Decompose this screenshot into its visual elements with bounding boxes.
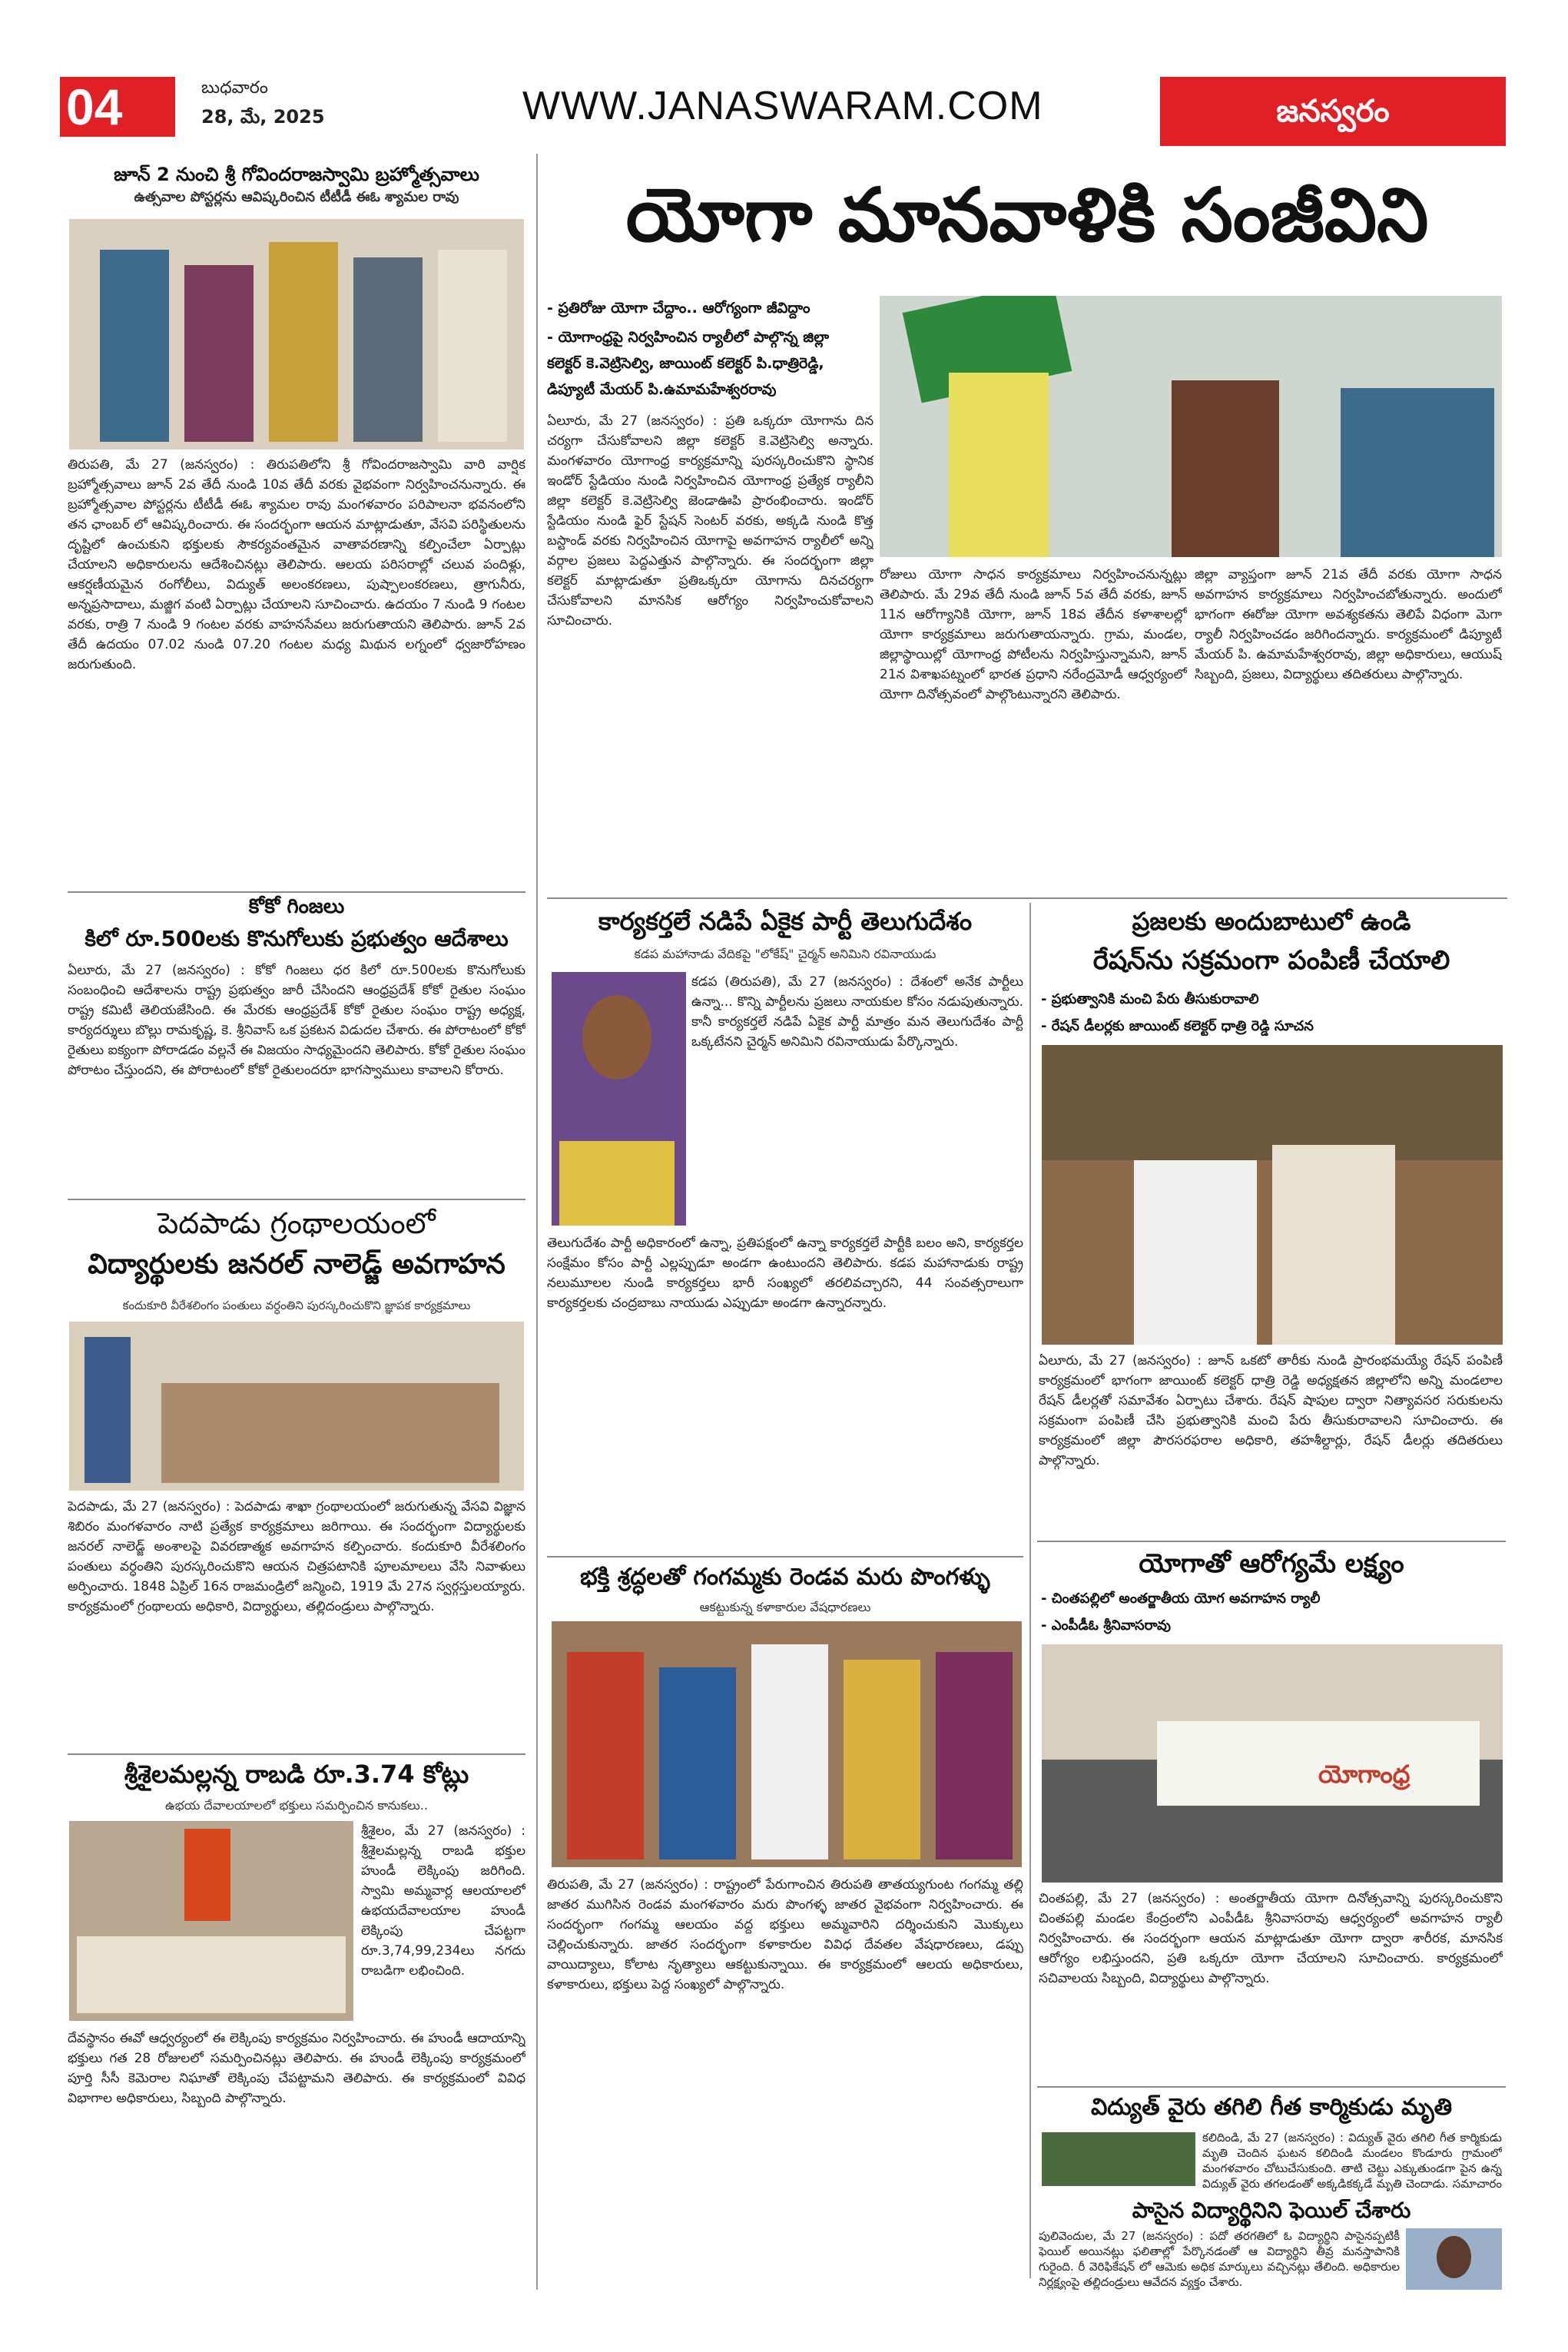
column-divider	[536, 154, 538, 2290]
headline-bullet: - ప్రతిరోజు యోగా చేద్దాం.. ఆరోగ్యంగా జీవిద్దాం	[547, 300, 811, 317]
story-title: జూన్ 2 నుంచి శ్రీ గోవిందరాజస్వామి బ్రహ్మోత్సవాలు	[114, 164, 479, 185]
story-title: పెదపాడు గ్రంథాలయంలో	[157, 1206, 436, 1240]
story-title: కోకో గింజలు	[248, 895, 345, 918]
day-label: బుధవారం	[201, 78, 268, 98]
main-headline: యోగా మానవాళికి సంజీవిని	[625, 172, 1429, 258]
story-title: ప్రజలకు అందుబాటులో ఉండి	[1132, 907, 1411, 936]
story-bullet: - రేషన్ డీలర్లకు జాయింట్ కలెక్టర్ ధాత్రి రెడ్డి సూచన	[1041, 1018, 1314, 1034]
story-title: భక్తి శ్రద్ధలతో గంగమ్మకు రెండవ మరు పొంగళ్ళు	[580, 1564, 990, 1591]
divider	[68, 1199, 525, 1200]
story-bullet: - ఎంపీడీఓ శ్రీనివాసరావు	[1041, 1617, 1171, 1634]
story-bullet: - చింతపల్లిలో అంతర్జాతీయ యోగ అవగాహన ర్యాలీ	[1041, 1591, 1321, 1607]
story-title: కార్యకర్తలే నడిపే ఏకైక పార్టీ తెలుగుదేశం	[598, 907, 973, 936]
brand-logo: జనస్వరం	[1160, 77, 1506, 146]
date-label: 28, మే, 2025	[201, 106, 325, 128]
page-number: 04	[60, 77, 175, 137]
story-title: విద్యార్థులకు జనరల్ నాలెడ్జ్ అవగాహన	[88, 1249, 506, 1280]
story-body: ఏలూరు, మే 27 (జనస్వరం) : కోకో గింజలు ధర కిలో రూ.500లకు కొనుగోలుకు సంబంధించి ఆదేశాలను రాష్ట్ర ప్రభుత్వం జారీ చేసిందని ఆంధ్రప్రదేశ్ కోకో రైతుల సంఘం రాష్ట్ర కమిటీ తెలియజేసింది. ఈ మేరకు ఆంధ్రప్రదేశ్ కోకో రైతుల సంఘం రాష్ట్ర అధ్యక్ష, కార్యదర్శులు బొల్లు రామకృష్ణ, కె. శ్రీనివాస్ ఒక ప్రకటన విడుదల చేశారు. ఈ పోరాటంలో కోకో రైతులు ఐక్యంగా పోరాడడం వల్లనే ఈ విజయం సాధ్యమైందని తెలిపారు. కోకో రైతుల సంఘం పోరాటం చేస్తుందని, ఈ పోరాటంలో కోకో రైతులందరూ భాగస్వాములు కావాలని కోరారు.	[68, 963, 525, 1078]
story-body: తెలుగుదేశం పార్టీ అధికారంలో ఉన్నా, ప్రతిపక్షంలో ఉన్నా కార్యకర్తలే పార్టీకి బలం అని, కార్యకర్తల సంక్షేమం కోసం పార్టీ ఎల్లప్పుడూ అండగా ఉంటుందని తెలిపారు. కడప మహానాడుకు రాష్ట్ర నలుమూలల నుండి కార్యకర్తలు భారీ సంఖ్యలో తరలివచ్చారని, 44 సంవత్సరాలుగా కార్యకర్తలకు చంద్రబాబు నాయుడు ఎప్పుడూ అండగా ఉన్నారన్నారు.	[547, 1236, 1023, 1311]
story-subtitle: కడప మహానాడు వేదికపై "లోకేష్" చైర్మన్ అనిమిని రవినాయుడు	[634, 947, 936, 961]
story-photo	[1042, 1644, 1503, 1883]
divider	[68, 891, 525, 893]
story-title: విద్యుత్ వైరు తగిలి గీత కార్మికుడు మృతి	[1090, 2094, 1453, 2121]
story-body: పెదపాడు, మే 27 (జనస్వరం) : పెదపాడు శాఖా గ్రంథాలయంలో జరుగుతున్న వేసవి విజ్ఞాన శిబిరం మంగళవారం నాటి ప్రత్యేక కార్యక్రమాలు జరిగాయి. ఈ సందర్భంగా విద్యార్థులకు జనరల్ నాలెడ్జ్ అంశాలపై వివరణాత్మక అవగాహన కల్పించారు. కందుకూరి వీరేశలింగం పంతులు వర్ధంతిని పురస్కరించుకొని ఆయన చిత్రపటానికి పూలమాలలు వేసి నివాళులు అర్పించారు. 1848 ఏప్రిల్ 16న రాజమండ్రిలో జన్మించి, 1919 మే 27న స్వర్గస్తులయ్యారు. కార్యక్రమంలో గ్రంథాలయ అధికారి, విద్యార్థులు, తల్లిదండ్రులు పాల్గొన్నారు.	[68, 1499, 525, 1614]
story-photo	[552, 1621, 1022, 1867]
story-title: శ్రీశైలమల్లన్న రాబడి రూ.3.74 కోట్లు	[124, 1760, 469, 1789]
story-photo	[552, 972, 686, 1226]
yoga-rally-photo	[880, 296, 1502, 557]
headline-bullet: డిప్యూటీ మేయర్ పి.ఉమామహేశ్వరరావు	[547, 381, 777, 398]
story-subtitle: ఆకట్టుకున్న కళాకారుల వేషధారణలు	[699, 1600, 871, 1614]
story-photo	[69, 1322, 524, 1491]
divider	[68, 1753, 525, 1755]
story-title: యోగాతో ఆరోగ్యమే లక్ష్యం	[1139, 1548, 1404, 1579]
story-body: జిల్లా వ్యాప్తంగా జూన్ 21వ తేదీ వరకు యోగా సాధన అవగాహన కార్యక్రమాలు నిర్వహించబోతున్నారు. అందులో భాగంగా ఈరోజు యోగా అవశ్యకతను తెలిపే విధంగా మెగా ర్యాలీ నిర్వహించడం జరిగిందన్నారు. కార్యక్రమంలో డిప్యూటీ మేయర్ పి. ఉమామహేశ్వరరావు, జిల్లా అధికారులు, ఆయుష్ సిబ్బంది, ప్రజలు, విద్యార్థులు తదితరులు పాల్గొన్నారు.	[1195, 567, 1502, 682]
story-body: తిరుపతి, మే 27 (జనస్వరం) : తిరుపతిలోని శ్రీ గోవిందరాజస్వామి వారి వార్షిక బ్రహ్మోత్సవాలు జూన్ 2వ తేదీ నుండి 10వ తేదీ వరకు వైభవంగా నిర్వహించనున్నారు. ఈ బ్రహ్మోత్సవాల పోస్టర్లను టీటీడీ ఈఓ శ్యామల రావు మంగళవారం పరిపాలనా భవనంలోని తన ఛాంబర్ లో ఆవిష్కరించారు. ఈ సందర్భంగా ఆయన మాట్లాడుతూ, వేసవి పరిస్థితులను దృష్టిలో ఉంచుకుని భక్తులకు సౌకర్యవంతమైన వాతావరణాన్ని కల్పించేలా ఏర్పాట్లు చేయాలని అధికారులను ఆదేశించినట్లు తెలిపారు. ఆలయ పరిసరాల్లో చలువ పందిళ్లు, ఆకర్షణీయమైన రంగోలీలు, విద్యుత్ అలంకరణలు, పుష్పాలంకరణలు, త్రాగునీరు, అన్నప్రసాదాలు, మజ్జిగ వంటి ఏర్పాట్లు చేయాలని సూచించారు. ఉదయం 7 నుండి 9 గంటల వరకు, రాత్రి 7 నుండి 9 గంటల వరకు వాహనసేవలు జరుగుతాయని తెలిపారు. జూన్ 2వ తేదీ ఉదయం 07.02 నుండి 07.20 గంటల మధ్య మిథున లగ్నంలో ధ్వజారోహణం జరుగుతుంది.	[68, 457, 525, 672]
story-title: రేషన్‌ను సక్రమంగా పంపిణీ చేయాలి	[1092, 945, 1450, 976]
story-body: పులివెందుల, మే 27 (జనస్వరం) : పదో తరగతిలో ఓ విద్యార్థిని పాసైనప్పటికీ ఫెయిల్ అయినట్లు ఫలితాల్లో పేర్కొనడంతో ఆ విద్యార్థిని తీవ్ర మనస్తాపానికి గురైంది. రీ వెరిఫికేషన్ లో ఆమెకు అధిక మార్కులు వచ్చినట్లు తేలింది. అధికారుల నిర్లక్ష్యంపై తల్లిదండ్రులు ఆవేదన వ్యక్తం చేశారు.	[1039, 2229, 1400, 2289]
story-subtitle: ఉత్సవాల పోస్టర్లను ఆవిష్కరించిన టీటీడీ ఈఓ శ్యామల రావు	[134, 189, 459, 205]
story-photo	[1042, 1045, 1503, 1345]
story-body: కడప (తిరుపతి), మే 27 (జనస్వరం) : దేశంలో అనేక పార్టీలు ఉన్నా... కొన్ని పార్టీలను ప్రజలు నాయకుల కోసం నడుపుతున్నారు. కానీ కార్యకర్తలే నడిపే ఏకైక పార్టీ మాత్రం మన తెలుగుదేశం పార్టీ ఒక్కటేనని చైర్మన్ అనిమిని రవినాయుడు పేర్కొన్నారు.	[691, 974, 1023, 1050]
story-photo	[69, 219, 524, 450]
story-body: చింతపల్లి, మే 27 (జనస్వరం) : అంతర్జాతీయ యోగా దినోత్సవాన్ని పురస్కరించుకొని చింతపల్లి మండల కేంద్రంలోని ఎంపీడీఓ శ్రీనివాసరావు ఆధ్వర్యంలో అవగాహన ర్యాలీ నిర్వహించారు. ఈ సందర్భంగా ఆయన మాట్లాడుతూ యోగా ద్వారా శారీరక, మానసిక ఆరోగ్యం లభిస్తుందని, ప్రతి ఒక్కరూ యోగా చేయాలని సూచించారు. కార్యక్రమంలో సచివాలయ సిబ్బంది, విద్యార్థులు పాల్గొన్నారు.	[1039, 1891, 1503, 1986]
divider	[1037, 2086, 1506, 2088]
story-subtitle: ఉభయ దేవాలయాలలో భక్తులు సమర్పించిన కానుకలు..	[165, 1798, 428, 1813]
story-title: కిలో రూ.500లకు కొనుగోలుకు ప్రభుత్వం ఆదేశాలు	[85, 926, 509, 951]
story-bullet: - ప్రభుత్వానికి మంచి పేరు తీసుకురావాలి	[1041, 991, 1259, 1007]
divider	[547, 897, 1507, 899]
student-photo	[1406, 2228, 1502, 2290]
banner-text: యోగాంధ్ర	[1318, 1760, 1411, 1789]
story-body: శ్రీశైలం, మే 27 (జనస్వరం) : శ్రీశైలమల్లన్న రాబడి భక్తుల హుండీ లెక్కింపు జరిగింది. స్వామి అమ్మవార్ల ఆలయాలలో ఉభయదేవాలయాల హుండీ లెక్కింపు చేపట్టగా రూ.3,74,99,234లు నగదు రాబడిగా లభించింది.	[361, 1823, 525, 1979]
story-body: కలిదిండి, మే 27 (జనస్వరం) : విద్యుత్ వైరు తగిలి గీత కార్మికుడు మృతి చెందిన ఘటన కలిదిండి మండలం కొండూరు గ్రామంలో మంగళవారం చోటుచేసుకుంది. తాటి చెట్టు ఎక్కుతుండగా పైన ఉన్న విద్యుత్ వైరు తగలడంతో అక్కడికక్కడే మృతి చెందాడు. సమాచారం	[1202, 2131, 1502, 2191]
story-body: తిరుపతి, మే 27 (జనస్వరం) : రాష్ట్రంలో పేరుగాంచిన తిరుపతి తాతయ్యగుంట గంగమ్మ తల్లి జాతర ముగిసిన రెండవ మంగళవారం మరు పొంగళ్ళ జాతర వైభవంగా నిర్వహించారు. ఈ సందర్భంగా గంగమ్మ ఆలయం వద్ద భక్తులు అమ్మవారిని దర్శించుకుని మొక్కులు చెల్లించుకున్నారు. జాతర సందర్భంగా కళాకారుల వివిధ దేవతల వేషధారణలు, డప్పు వాయిద్యాలు, కోలాట నృత్యాలు ఆకట్టుకున్నాయి. ఈ కార్యక్రమంలో ఆలయ అధికారులు, కళాకారులు, భక్తులు పెద్ద సంఖ్యలో పాల్గొన్నారు.	[547, 1877, 1023, 1992]
story-body: ఏలూరు, మే 27 (జనస్వరం) : జూన్ ఒకటో తారీకు నుండి ప్రారంభమయ్యే రేషన్ పంపిణీ కార్యక్రమంలో భాగంగా జాయింట్ కలెక్టర్ ధాత్రి రెడ్డి అధ్యక్షతన జిల్లాలోని అన్ని మండలాల రేషన్ డీలర్లతో సమావేశం ఏర్పాటు చేశారు. రేషన్ షాపుల ద్వారా నిత్యావసర సరుకులను సక్రమంగా పంపిణీ చేసి ప్రభుత్వానికి మంచి పేరు తీసుకురావాలని సూచించారు. ఈ కార్యక్రమంలో జిల్లా పౌరసరఫరాల అధికారి, తహశీల్దార్లు, రేషన్ డీలర్లు తదితరులు పాల్గొన్నారు.	[1039, 1353, 1503, 1468]
column-divider	[1029, 903, 1031, 2278]
story-body: ఏలూరు, మే 27 (జనస్వరం) : ప్రతి ఒక్కరూ యోగాను దిన చర్యగా చేసుకోవాలని జిల్లా కలెక్టర్ కె.వెట్రిసెల్వి అన్నారు. మంగళవారం యోగాంధ్ర కార్యక్రమాన్ని పురస్కరించుకొని స్థానిక ఇండోర్ స్టేడియం నుండి నిర్వహించిన యోగాంధ్ర ప్రత్యేక ర్యాలీని జిల్లా కలెక్టర్ కె.వెట్రిసెల్వి జెండాఊపి ప్రారంభించారు. ఇండోర్ స్టేడియం నుండి ఫైర్ స్టేషన్ సెంటర్ వరకు, అక్కడి నుండి కొత్త బస్టాండ్ వరకు నిర్వహించిన యోగాపై అవగాహన ర్యాలీలో అన్ని వర్గాల ప్రజలు పెద్దఎత్తున పాల్గొన్నారు. ఈ సందర్భంగా జిల్లా కలెక్టర్ మాట్లాడుతూ ప్రతిఒక్కరూ యోగాను దినచర్యగా చేసుకోవాలని మానసిక ఆరోగ్యం నిర్వహించుకోవాలని సూచించారు.	[547, 413, 874, 629]
site-url[interactable]: WWW.JANASWARAM.COM	[522, 84, 1043, 128]
story-body: రోజులు యోగా సాధన కార్యక్రమాలు నిర్వహించనున్నట్లు తెలిపారు. మే 29వ తేదీ నుండి జూన్ 5వ తేదీ వరకు, జూన్ 11న ఆరోగ్యానికి యోగా, జూన్ 18వ తేదీన కళాశాలల్లో యోగా కార్యక్రమాలు జరుగుతాయన్నారు. గ్రామ, మండల, జిల్లాస్థాయిల్లో యోగాంధ్ర పోటీలను నిర్వహిస్తున్నామని, జూన్ 21న విశాఖపట్నంలో భారత ప్రధాని నరేంద్రమోడీ ఆధ్వర్యంలో యోగా దినోత్సవంలో పాల్గొంటున్నారని తెలిపారు.	[880, 567, 1187, 702]
headline-bullet: - యోగాంధ్రపై నిర్వహించిన ర్యాలీలో పాల్గొన్న జిల్లా	[547, 329, 830, 346]
masthead	[0, 0, 1568, 154]
story-photo	[1042, 2132, 1195, 2186]
divider	[1037, 1541, 1506, 1542]
story-body: దేవస్థానం ఈవో ఆధ్వర్యంలో ఈ లెక్కింపు కార్యక్రమం నిర్వహించారు. ఈ హుండీ ఆదాయాన్ని భక్తులు గత 28 రోజులలో సమర్పించినట్లు తెలిపారు. ఈ హుండీ లెక్కింపు కార్యక్రమంలో పూర్తి సీసీ కెమెరాల నిఘాతో లెక్కింపు చేపట్టామని తెలిపారు. ఈ కార్యక్రమంలో వివిధ విభాగాల అధికారులు, సిబ్బంది పాల్గొన్నారు.	[68, 2031, 525, 2106]
story-title: పాసైన విద్యార్థినిని ఫెయిల్ చేశారు	[1132, 2198, 1411, 2223]
story-photo	[69, 1821, 353, 2021]
story-subtitle: కందుకూరి వీరేశలింగం పంతులు వర్ధంతిని పురస్కరించుకొని జ్ఞాపక కార్యక్రమాలు	[122, 1299, 471, 1312]
divider	[547, 1556, 1023, 1557]
headline-bullet: కలెక్టర్ కె.వెట్రిసెల్వి, జాయింట్ కలెక్టర్ పి.ధాత్రిరెడ్డి,	[547, 355, 824, 372]
